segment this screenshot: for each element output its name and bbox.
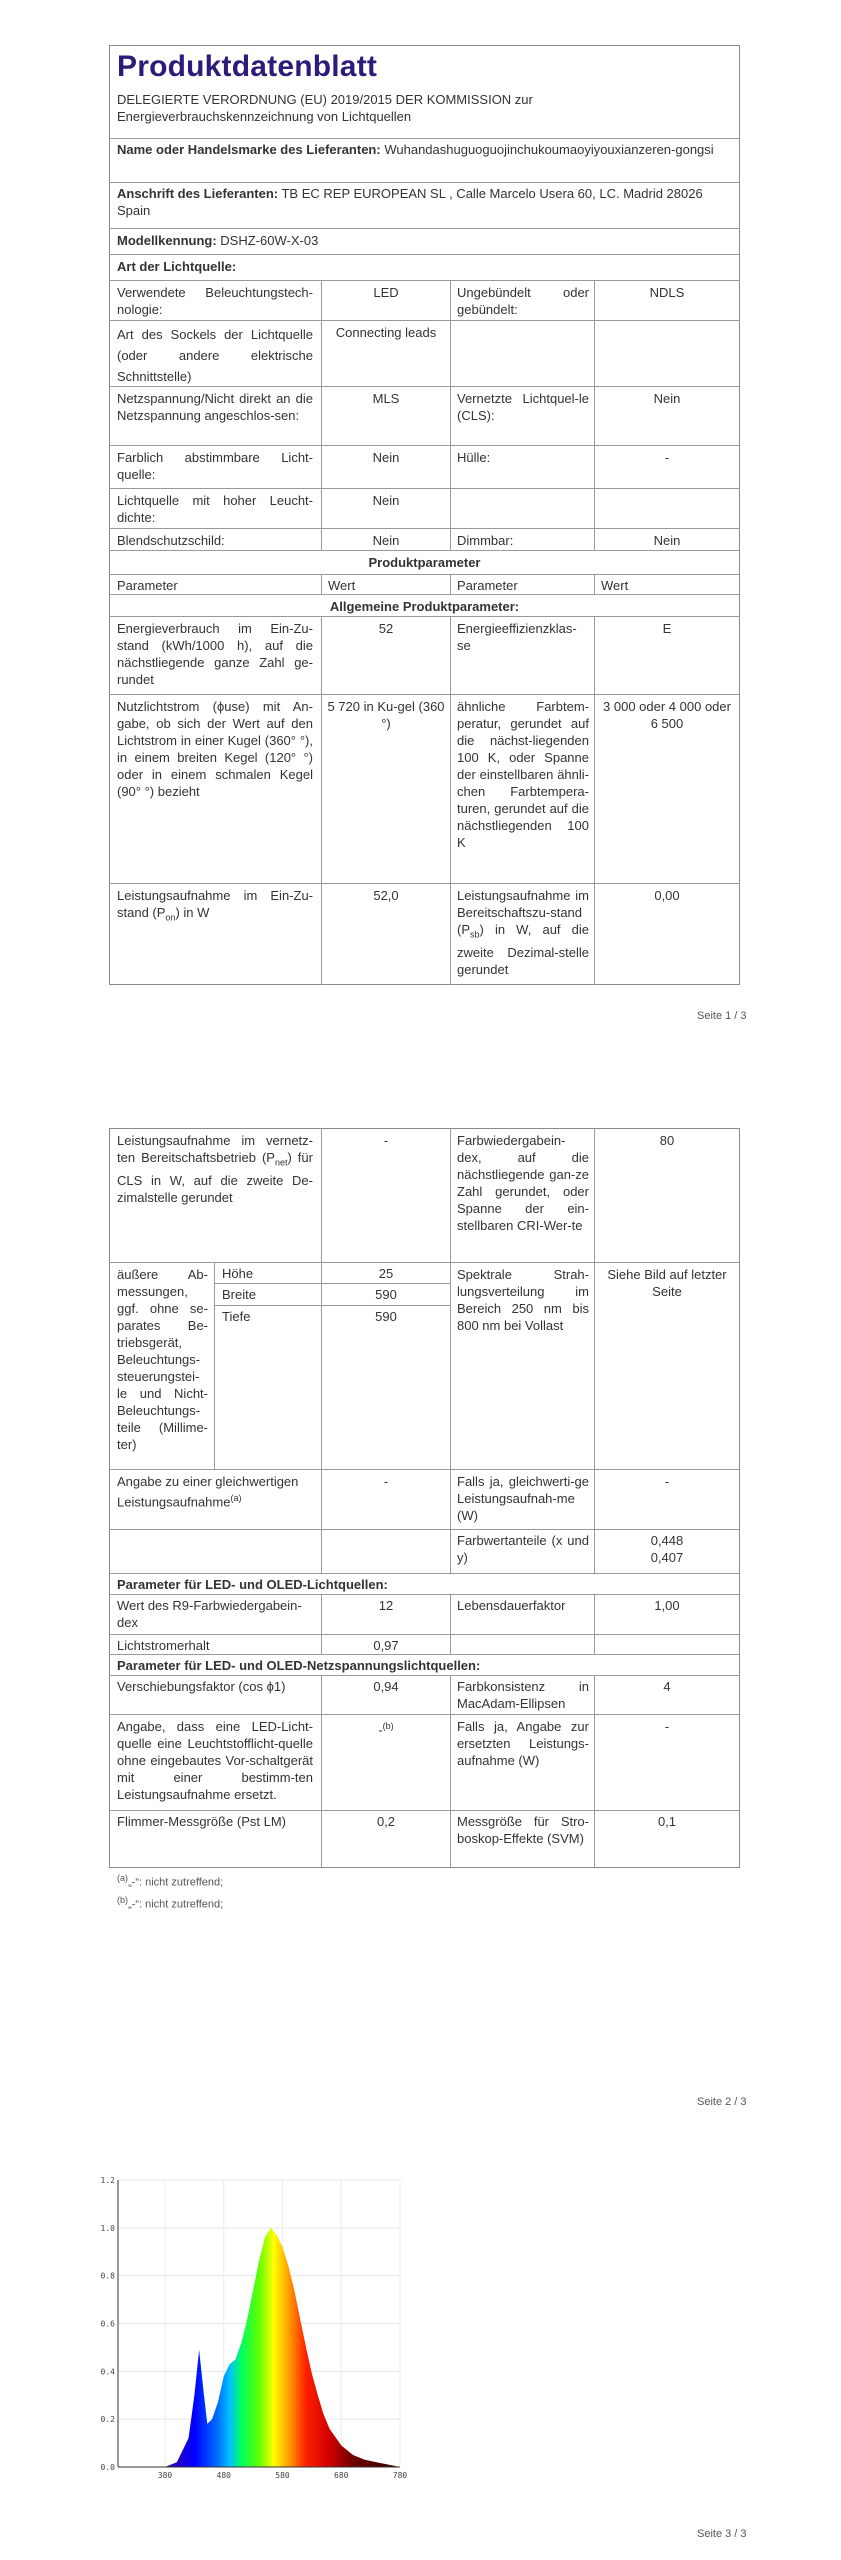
r9-value: 12: [378, 1598, 394, 1613]
tunable-label: Farblich abstimmbare Licht-quelle:: [117, 450, 313, 482]
model-value: DSHZ-60W-X-03: [220, 233, 319, 248]
net-standby-label: Leistungsaufnahme im vernetz-ten Bereitschaftsbetrieb $(P_{net})$ für CLS in W, auf die zweite De-zimalstelle gerundet: [117, 1133, 313, 1205]
cap-type-label: Art des Sockels der Lichtquelle (oder andere elektrische Schnittstelle): [117, 327, 313, 384]
energy-class-label: Energieeffizienzklas-se: [457, 621, 577, 653]
col-header-value-2: Wert: [601, 578, 629, 593]
equivalent-power-w-value: -: [664, 1474, 670, 1489]
x-tick-label: 780: [392, 2471, 408, 2480]
cls-value: Nein: [653, 391, 681, 406]
spectral-value: Siehe Bild auf letzter Seite: [607, 1267, 727, 1299]
flicker-value: 0,2: [376, 1814, 396, 1829]
color-consistency-value: 4: [663, 1679, 671, 1694]
y-tick-label: 0.2: [100, 2415, 115, 2425]
supplier-name-label: Name oder Handelsmarke des Lieferanten:: [117, 142, 381, 157]
flicker-label: Flimmer-Messgröße (Pst LM): [117, 1814, 287, 1829]
directional-label: Ungebündelt oder gebündelt:: [457, 285, 589, 317]
r9-label: Wert des R9-Farbwiedergabein-dex: [117, 1598, 302, 1630]
dimmable-value: Nein: [653, 533, 681, 548]
x-tick-label: 680: [334, 2471, 349, 2480]
width-label: Breite: [222, 1287, 256, 1302]
cls-label: Vernetzte Lichtquel-le (CLS):: [457, 391, 589, 423]
stroboscopic-value: 0,1: [657, 1814, 677, 1829]
lumen-maintenance-value: 0,97: [373, 1638, 399, 1653]
dimensions-label: äußere Ab-messungen, ggf. ohne se-parates Be-triebsgerät, Beleuchtungs-steuerungstei-le und Nicht-Beleuchtungs-teile (Millime-ter): [117, 1267, 208, 1452]
anti-glare-value: Nein: [372, 533, 400, 548]
spectrum-area: [165, 2228, 400, 2467]
replaced-power-label: Falls ja, Angabe zur ersetzten Leistungs-aufnahme (W): [457, 1719, 589, 1768]
y-tick-label: 0.4: [100, 2367, 115, 2377]
cri-value: 80: [659, 1133, 675, 1148]
model-label: Modellkennung:: [117, 233, 217, 248]
y-tick-label: 1.0: [100, 2223, 115, 2233]
directional-value: NDLS: [649, 285, 685, 300]
y-tick-label: 1.2: [100, 2176, 115, 2185]
general-params-heading: Allgemeine Produktparameter:: [329, 599, 520, 614]
spectral-label: Spektrale Strah-lungsverteilung im Bereich 250 nm bis 800 nm bei Vollast: [457, 1267, 589, 1333]
supplier-address-label: Anschrift des Lieferanten:: [117, 186, 279, 201]
replaced-power-value: -: [664, 1719, 670, 1734]
envelope-label: Hülle:: [457, 450, 491, 465]
color-consistency-label: Farbkonsistenz in MacAdam-Ellipsen: [457, 1679, 589, 1711]
footnote-a: $^{(a)}$„-“: nicht zutreffend;: [117, 1873, 224, 1889]
tunable-value: Nein: [372, 450, 400, 465]
depth-label: Tiefe: [222, 1309, 251, 1324]
depth-value: 590: [375, 1309, 397, 1324]
y-tick-label: 0.6: [100, 2319, 115, 2329]
on-mode-power-value: 52,0: [373, 888, 399, 903]
chromaticity-label: Farbwertanteile (x und y): [457, 1533, 589, 1565]
height-value: 25: [378, 1266, 394, 1281]
equivalent-power-w-label: Falls ja, gleichwerti-ge Leistungsaufnah-me (W): [457, 1474, 589, 1523]
width-value: 590: [375, 1287, 397, 1302]
stroboscopic-label: Messgröße für Stro-boskop-Effekte (SVM): [457, 1814, 589, 1846]
regulation-text: DELEGIERTE VERORDNUNG (EU) 2019/2015 DER KOMMISSION zur Energieverbrauchskennzeichnung von Lichtquellen: [117, 92, 533, 124]
x-tick-label: 580: [275, 2471, 290, 2480]
displacement-factor-label: Verschiebungsfaktor (cos ϕ1): [117, 1679, 286, 1694]
high-luminance-value: Nein: [372, 493, 400, 508]
page-3: [0, 2150, 841, 2560]
footnote-b: $^{(b)}$„-“: nicht zutreffend;: [117, 1895, 224, 1911]
page-number-1: Seite 1 / 3: [697, 1010, 747, 1022]
lifetime-factor-value: 1,00: [654, 1598, 680, 1613]
luminous-flux-value: 5 720 in Ku-gel (360 °): [327, 699, 445, 731]
y-tick-label: 0.8: [100, 2271, 115, 2281]
dimmable-label: Dimmbar:: [457, 533, 514, 548]
cap-type-value: Connecting leads: [335, 325, 437, 340]
supplier-address-value: TB EC REP EUROPEAN SL , Calle Marcelo Usera 60, LC. Madrid 28026 Spain: [117, 186, 703, 218]
technology-label: Verwendete Beleuchtungstech-nologie:: [117, 285, 313, 317]
x-tick-label: 480: [216, 2471, 231, 2480]
led-params-heading: Parameter für LED- und OLED-Lichtquellen:: [117, 1577, 388, 1592]
replacement-label: Angabe, dass eine LED-Licht-quelle eine Leuchtstofflicht-quelle ohne eingebautes Vor-schaltgerät mit einer bestimm-ten Leistungsaufnahme ersetzt.: [117, 1719, 313, 1802]
page-number-3: Seite 3 / 3: [697, 2528, 747, 2540]
equivalent-power-value: -: [383, 1474, 389, 1489]
anti-glare-label: Blendschutzschild:: [117, 533, 225, 548]
luminous-flux-label: Nutzlichtstrom (ϕuse) mit An-gabe, ob sich der Wert auf den Lichtstrom in einer Kugel (360° °), in einem breiten Kegel (120° °) oder in einem schmalen Kegel (90° °) bezieht: [117, 699, 313, 799]
height-label: Höhe: [222, 1266, 254, 1281]
x-tick-label: 380: [157, 2471, 173, 2480]
col-header-param-2: Parameter: [457, 578, 518, 593]
net-standby-value: -: [383, 1133, 389, 1148]
lumen-maintenance-label: Lichtstromerhalt: [117, 1638, 210, 1653]
cri-label: Farbwiedergabein-dex, auf die nächstliegende gan-ze Zahl gerundet, oder Spanne der ein-stellbaren CRI-Wer-te: [457, 1133, 589, 1233]
energy-class-value: E: [662, 621, 672, 636]
col-header-param-1: Parameter: [117, 578, 178, 593]
chromaticity-x-value: 0,448: [650, 1533, 684, 1548]
equivalent-power-label: Angabe zu einer gleichwertigen Leistungsaufnahme$^{(a)}$: [117, 1474, 299, 1510]
lifetime-factor-label: Lebensdauerfaktor: [457, 1598, 566, 1613]
envelope-value: -: [664, 450, 670, 465]
replacement-value: -$^{(b)}$: [378, 1721, 394, 1738]
on-mode-power-label: Leistungsaufnahme im Ein-Zu-stand $(P_{on})$ in W: [117, 888, 313, 923]
high-luminance-label: Lichtquelle mit hoher Leucht-dichte:: [117, 493, 313, 525]
mains-led-params-heading: Parameter für LED- und OLED-Netzspannungslichtquellen:: [117, 1658, 481, 1673]
standby-power-label: Leistungsaufnahme im Bereitschaftszu-stand $(P_{sb})$ in W, auf die zweite Dezimal-stelle gerundet: [457, 888, 589, 977]
mains-value: MLS: [372, 391, 400, 406]
standby-power-value: 0,00: [654, 888, 680, 903]
energy-consumption-label: Energieverbrauch im Ein-Zu-stand (kWh/1000 h), auf die nächstliegende ganze Zahl ge-rundet: [117, 621, 313, 687]
cct-label: ähnliche Farbtem-peratur, gerundet auf die nächst-liegenden 100 K, oder Spanne der einstellbaren ähnli-chen Farbtempera-turen, gerundet auf die nächstliegenden 100 K: [457, 699, 589, 850]
energy-consumption-value: 52: [378, 621, 394, 636]
mains-label: Netzspannung/Nicht direkt an die Netzspannung angeschlos-sen:: [117, 391, 313, 423]
technology-value: LED: [373, 285, 399, 300]
chromaticity-y-value: 0,407: [650, 1550, 684, 1565]
page-number-2: Seite 2 / 3: [697, 2096, 747, 2108]
y-tick-label: 0.0: [100, 2463, 115, 2472]
cct-value: 3 000 oder 4 000 oder 6 500: [603, 699, 731, 731]
spectral-distribution-chart: [90, 2170, 420, 2490]
product-params-heading: Produktparameter: [368, 555, 481, 570]
displacement-factor-value: 0,94: [373, 1679, 399, 1694]
col-header-value-1: Wert: [328, 578, 356, 593]
light-source-type-heading: Art der Lichtquelle:: [117, 259, 237, 274]
page-title: Produktdatenblatt: [117, 50, 378, 83]
supplier-name-value: Wuhandashuguoguojinchukoumaoyiyouxianzeren-gongsi: [384, 142, 714, 157]
